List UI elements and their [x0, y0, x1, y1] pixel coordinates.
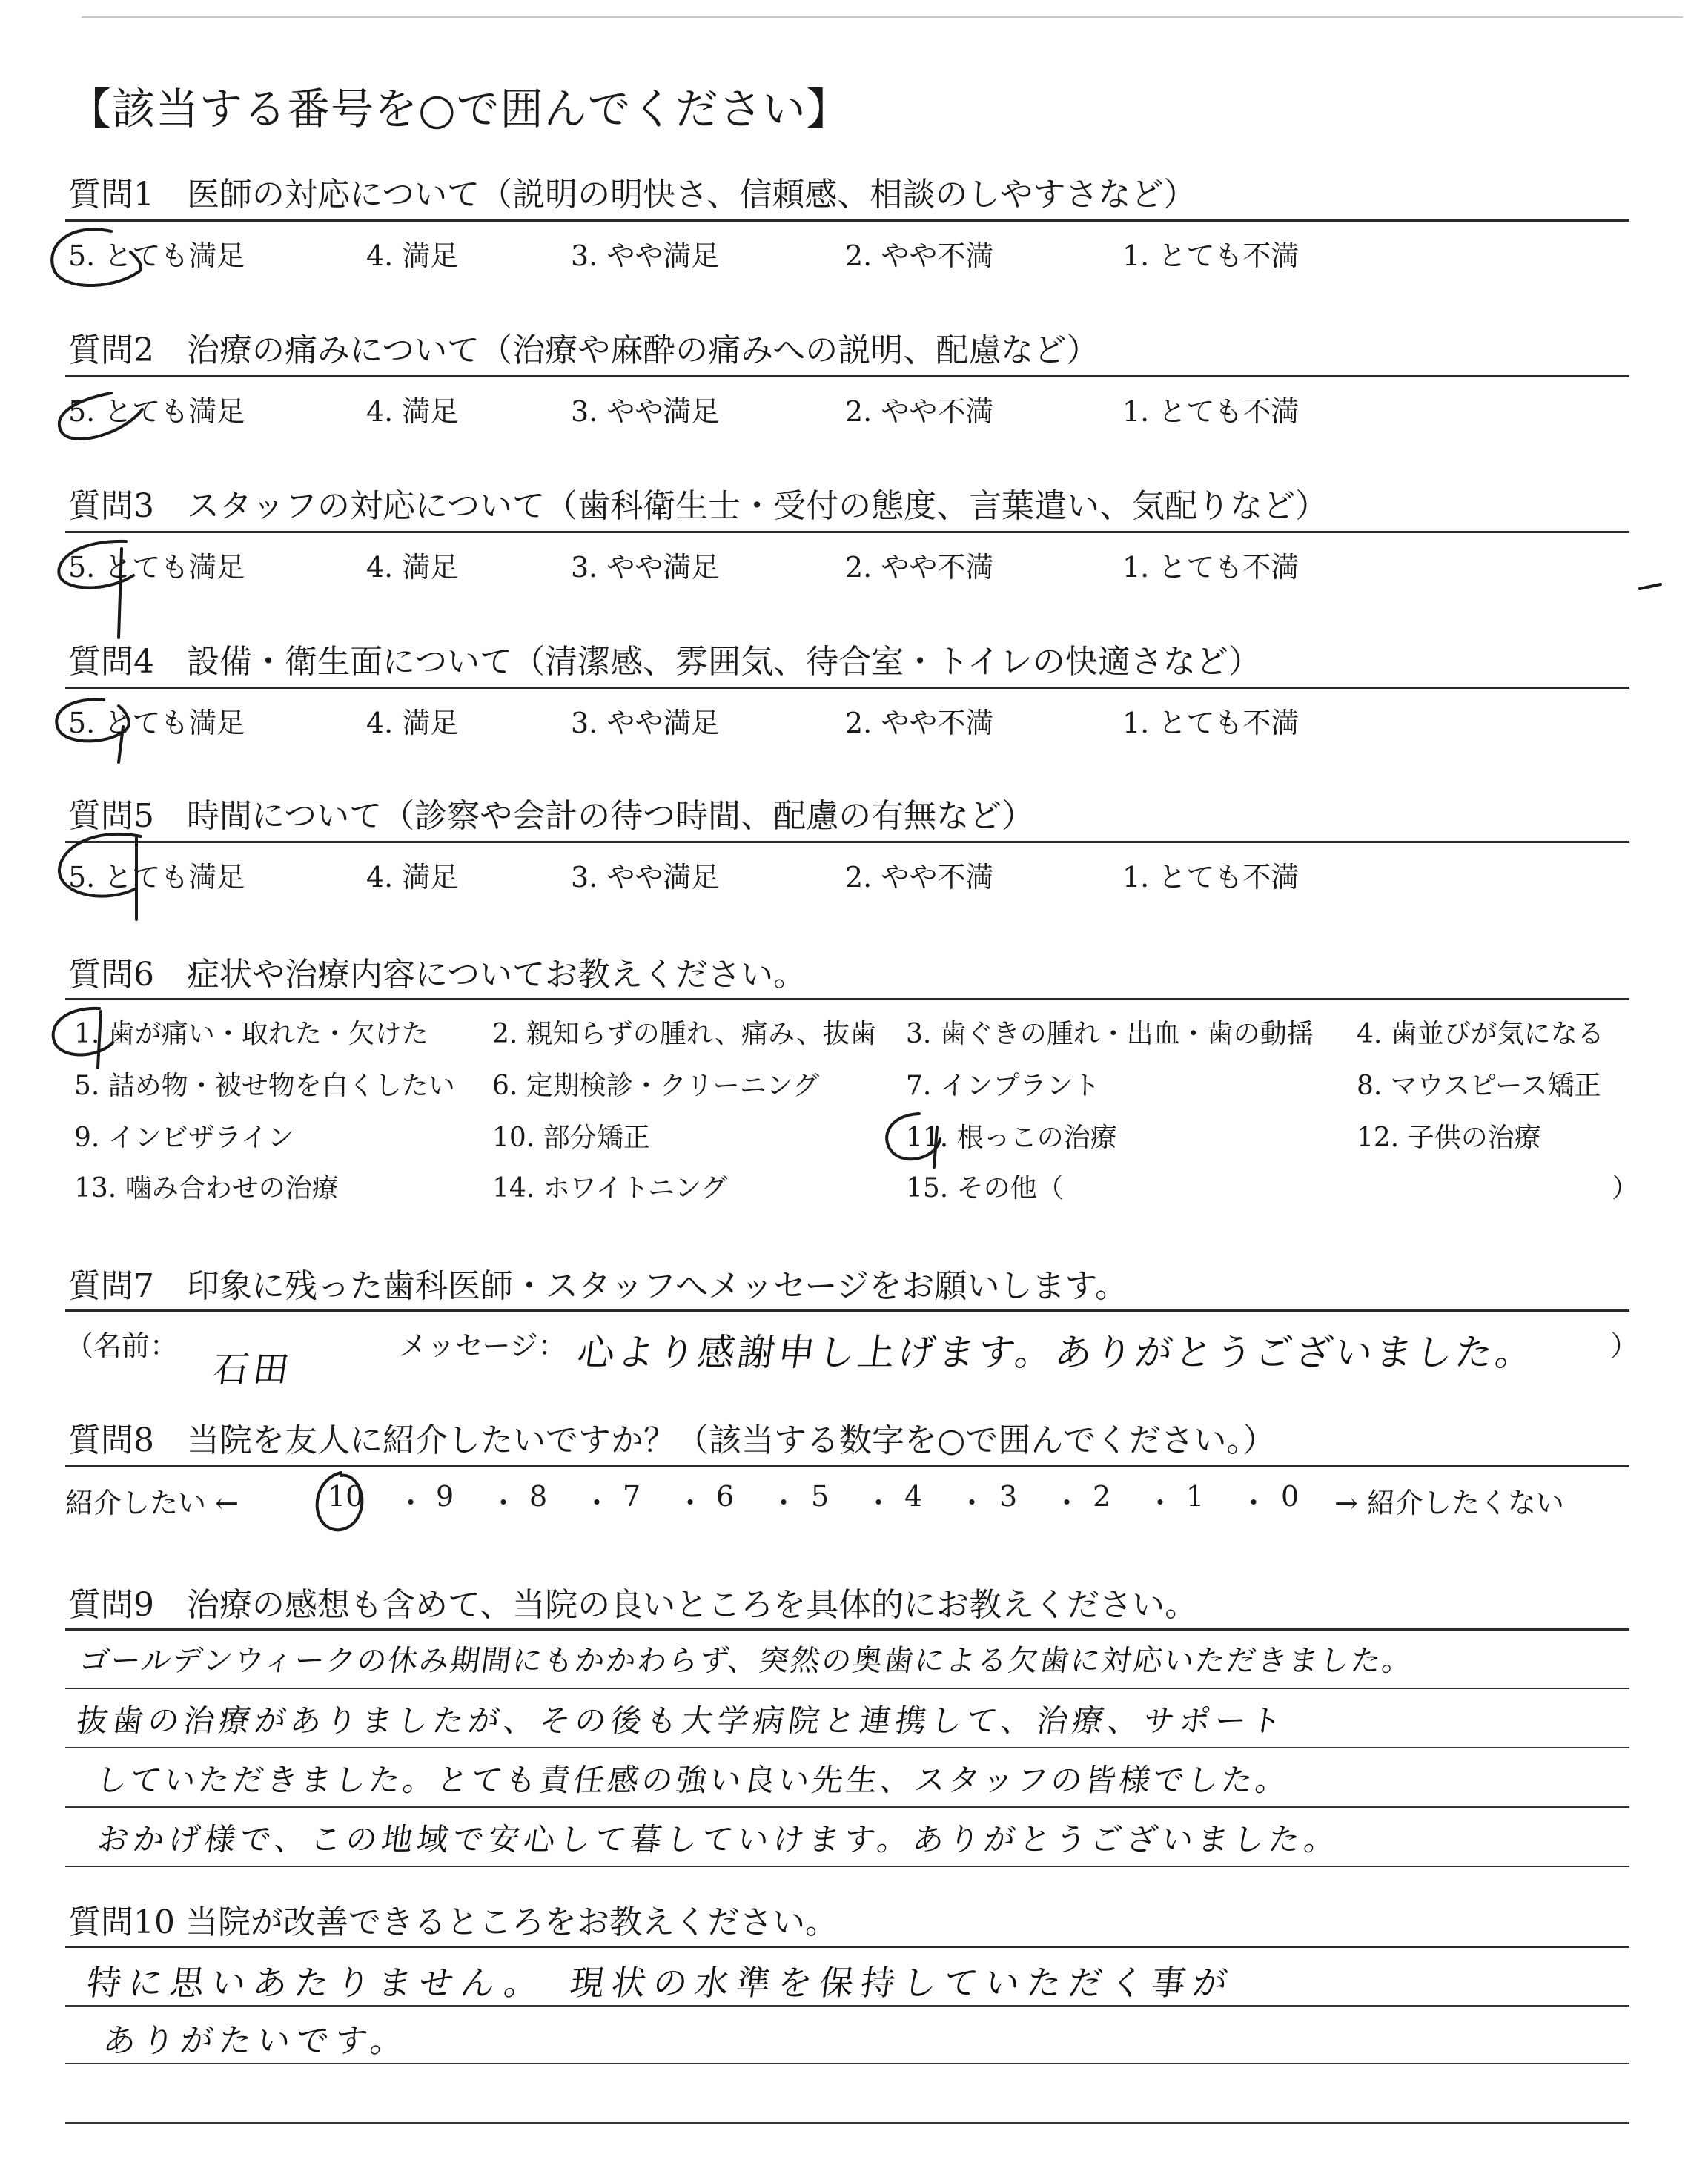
divider: [65, 1465, 1629, 1467]
scale-3[interactable]: 3: [999, 1480, 1018, 1513]
scale-dot: ・: [489, 1487, 518, 1519]
option-2[interactable]: 2. やや不満: [845, 395, 994, 428]
option-2[interactable]: 2. やや不満: [845, 551, 994, 584]
option-5[interactable]: 5. とても満足: [68, 861, 245, 894]
question-1-title: 質問1 医師の対応について（説明の明快さ、信頼感、相談のしやすさなど）: [68, 176, 1196, 214]
scale-dot: ・: [1053, 1487, 1082, 1519]
scale-0[interactable]: 0: [1281, 1480, 1300, 1513]
scale-dot: ・: [864, 1487, 893, 1519]
symptom-15-other[interactable]: 15. その他（: [906, 1173, 1064, 1203]
answer-line: [65, 1688, 1629, 1689]
recommend-right-label: → 紹介したくない: [1334, 1487, 1564, 1519]
divider: [65, 375, 1629, 377]
option-1[interactable]: 1. とても不満: [1122, 707, 1300, 739]
scale-dot: ・: [676, 1487, 705, 1519]
question-2-title: 質問2 治療の痛みについて（治療や麻酔の痛みへの説明、配慮など）: [68, 331, 1099, 369]
option-5[interactable]: 5. とても満足: [68, 240, 245, 272]
option-3[interactable]: 3. やや満足: [571, 707, 720, 739]
option-4[interactable]: 4. 満足: [366, 395, 459, 428]
option-4[interactable]: 4. 満足: [366, 861, 459, 894]
scale-dot: ・: [1146, 1487, 1175, 1519]
stray-mark: [1640, 584, 1661, 589]
question-10-title: 質問10 当院が改善できるところをお教えください。: [68, 1903, 838, 1941]
option-3[interactable]: 3. やや満足: [571, 240, 720, 272]
answer-line: [65, 1747, 1629, 1748]
symptom-6[interactable]: 6. 定期検診・クリーニング: [492, 1071, 820, 1101]
symptom-9[interactable]: 9. インビザライン: [74, 1123, 294, 1153]
divider: [65, 1309, 1629, 1312]
divider: [65, 1946, 1629, 1948]
name-handwritten[interactable]: 石田: [210, 1349, 297, 1390]
answer-line: [65, 1866, 1629, 1867]
scale-5[interactable]: 5: [811, 1480, 830, 1513]
option-2[interactable]: 2. やや不満: [845, 861, 994, 894]
symptom-12[interactable]: 12. 子供の治療: [1357, 1123, 1541, 1153]
answer-line-text: ありがたいです。: [100, 2022, 412, 2060]
answer-line: [65, 2122, 1629, 2124]
option-1[interactable]: 1. とても不満: [1122, 395, 1300, 428]
option-5[interactable]: 5. とても満足: [68, 707, 245, 739]
option-1[interactable]: 1. とても不満: [1122, 551, 1300, 584]
recommend-left-label: 紹介したい ←: [65, 1487, 239, 1519]
symptom-13[interactable]: 13. 噛み合わせの治療: [74, 1173, 339, 1203]
answer-line: [65, 2063, 1629, 2064]
option-4[interactable]: 4. 満足: [366, 240, 459, 272]
divider: [65, 998, 1629, 1000]
symptom-5[interactable]: 5. 詰め物・被せ物を白くしたい: [74, 1071, 455, 1101]
option-2[interactable]: 2. やや不満: [845, 707, 994, 739]
scale-dot: ・: [769, 1487, 798, 1519]
scale-8[interactable]: 8: [529, 1480, 548, 1513]
answer-line-text: 特に思いあたりません。 現状の水準を保持していただく事が: [84, 1963, 1238, 2003]
option-1[interactable]: 1. とても不満: [1122, 240, 1300, 272]
scale-9[interactable]: 9: [436, 1480, 454, 1513]
question-3-title: 質問3 スタッフの対応について（歯科衛生士・受付の態度、言葉遣い、気配りなど）: [68, 487, 1328, 525]
divider: [65, 1628, 1629, 1631]
answer-line-text: ゴールデンウィークの休み期間にもかかわらず、突然の奥歯による欠歯に対応いただきました。: [77, 1644, 1416, 1678]
scale-dot: ・: [958, 1487, 987, 1519]
question-8-title: 質問8 当院を友人に紹介したいですか？（該当する数字を○で囲んでください。）: [68, 1421, 1276, 1459]
divider: [65, 219, 1629, 222]
scale-7[interactable]: 7: [623, 1480, 641, 1513]
scale-dot: ・: [397, 1487, 426, 1519]
question-9-title: 質問9 治療の感想も含めて、当院の良いところを具体的にお教えください。: [68, 1586, 1198, 1624]
page-heading: 【該当する番号を○で囲んでください】: [68, 84, 850, 134]
message-close-paren: ）: [1610, 1330, 1639, 1362]
symptom-2[interactable]: 2. 親知らずの腫れ、痛み、抜歯: [492, 1019, 877, 1049]
option-3[interactable]: 3. やや満足: [571, 551, 720, 584]
option-5[interactable]: 5. とても満足: [68, 395, 245, 428]
symptom-4[interactable]: 4. 歯並びが気になる: [1357, 1019, 1604, 1049]
divider: [65, 687, 1629, 689]
answer-line-text: 抜歯の治療がありましたが、その後も大学病院と連携して、治療、サポート: [74, 1702, 1289, 1739]
question-4-title: 質問4 設備・衛生面について（清潔感、雰囲気、待合室・トイレの快適さなど）: [68, 643, 1261, 681]
scale-4[interactable]: 4: [904, 1480, 923, 1513]
symptom-7[interactable]: 7. インプラント: [906, 1071, 1100, 1101]
symptom-3[interactable]: 3. 歯ぐきの腫れ・出血・歯の動揺: [906, 1019, 1314, 1049]
option-3[interactable]: 3. やや満足: [571, 395, 720, 428]
option-4[interactable]: 4. 満足: [366, 551, 459, 584]
scan-edge-line: [82, 16, 1683, 18]
answer-line-text: おかげ様で、この地域で安心して暮していけます。ありがとうございました。: [95, 1821, 1343, 1857]
scale-2[interactable]: 2: [1093, 1480, 1111, 1513]
message-label: メッセージ：: [399, 1330, 566, 1362]
other-close-paren: ）: [1612, 1173, 1639, 1203]
scale-10[interactable]: 10: [328, 1480, 364, 1513]
option-4[interactable]: 4. 満足: [366, 707, 459, 739]
divider: [65, 841, 1629, 843]
answer-line: [65, 1806, 1629, 1808]
option-2[interactable]: 2. やや不満: [845, 240, 994, 272]
symptom-10[interactable]: 10. 部分矯正: [492, 1123, 650, 1153]
question-7-title: 質問7 印象に残った歯科医師・スタッフへメッセージをお願いします。: [68, 1267, 1128, 1305]
answer-line: [65, 2005, 1629, 2007]
scale-1[interactable]: 1: [1186, 1480, 1205, 1513]
symptom-11[interactable]: 11. 根っこの治療: [906, 1123, 1117, 1153]
scale-dot: ・: [583, 1487, 612, 1519]
symptom-14[interactable]: 14. ホワイトニング: [492, 1173, 728, 1203]
scale-6[interactable]: 6: [716, 1480, 735, 1513]
question-5-title: 質問5 時間について（診察や会計の待つ時間、配慮の有無など）: [68, 797, 1035, 835]
divider: [65, 531, 1629, 533]
symptom-1[interactable]: 1. 歯が痛い・取れた・欠けた: [74, 1019, 428, 1049]
option-3[interactable]: 3. やや満足: [571, 861, 720, 894]
message-handwritten[interactable]: 心より感謝申し上げます。ありがとうございました。: [575, 1331, 1539, 1374]
answer-line-text: していただきました。とても責任感の強い良い先生、スタッフの皆様でした。: [93, 1762, 1293, 1798]
question-6-title: 質問6 症状や治療内容についてお教えください。: [68, 956, 807, 994]
scale-dot: ・: [1239, 1487, 1268, 1519]
name-label: （名前：: [65, 1330, 179, 1362]
option-5[interactable]: 5. とても満足: [68, 551, 245, 584]
symptom-8[interactable]: 8. マウスピース矯正: [1357, 1071, 1601, 1101]
option-1[interactable]: 1. とても不満: [1122, 861, 1300, 894]
